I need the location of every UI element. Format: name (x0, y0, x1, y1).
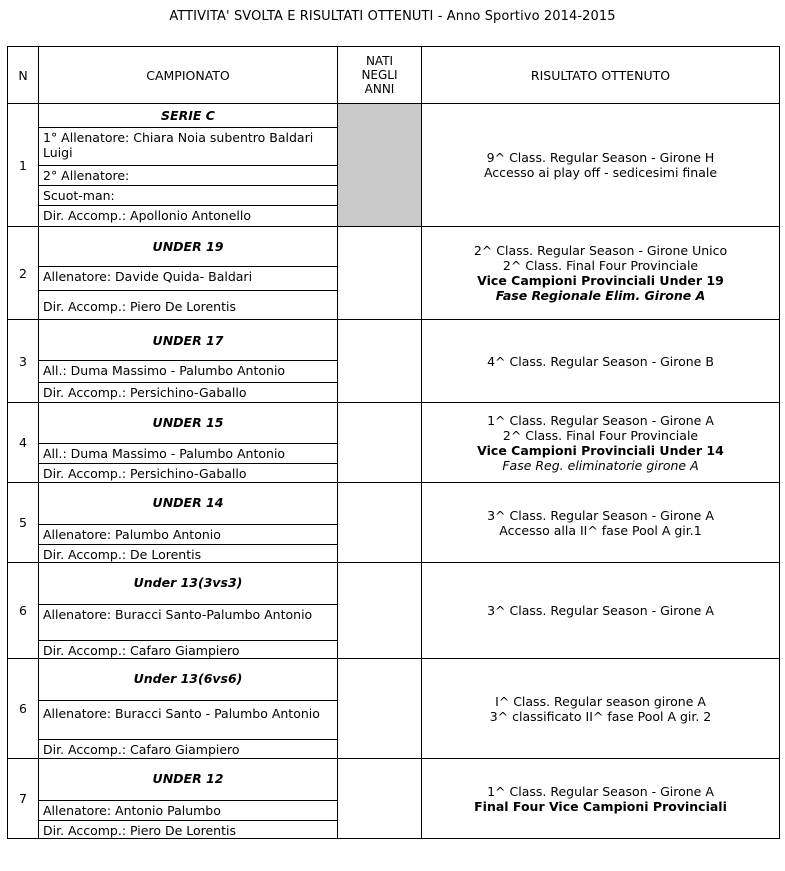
table-row (8, 483, 780, 563)
result-line: 3^ Class. Regular Season - Girone A (487, 507, 714, 523)
header-row (8, 47, 780, 104)
staff-line: Allenatore: Davide Quida- Baldari (39, 266, 337, 290)
staff-line: Dir. Accomp.: Apollonio Antonello (39, 205, 337, 226)
result-cell (422, 104, 780, 227)
row-number: 7 (8, 759, 39, 839)
results-table (7, 46, 780, 839)
row-number: 5 (8, 483, 39, 563)
campionato-cell (39, 104, 338, 227)
header-nati-line: ANNI (364, 82, 395, 96)
table-row (8, 227, 780, 320)
result-line: 9^ Class. Regular Season - Girone H (486, 150, 715, 165)
staff-line: Allenatore: Buracci Santo-Palumbo Antonio (39, 604, 337, 640)
staff-line: Allenatore: Antonio Palumbo (39, 800, 337, 820)
nati-cell (338, 403, 422, 483)
staff-line: Dir. Accomp.: De Lorentis (39, 544, 337, 562)
campionato-cell (39, 563, 338, 659)
result-cell (422, 403, 780, 483)
campionato-name: UNDER 14 (152, 494, 224, 510)
result-line: Fase Regionale Elim. Girone A (495, 288, 706, 303)
nati-cell (338, 320, 422, 403)
header-n: N (8, 47, 39, 104)
result-cell (422, 659, 780, 759)
campionato-cell (39, 759, 338, 839)
row-number: 2 (8, 227, 39, 320)
campionato-cell (39, 320, 338, 403)
staff-line: Dir. Accomp.: Cafaro Giampiero (39, 739, 337, 758)
campionato-name: Under 13(6vs6) (133, 670, 243, 686)
nati-cell (338, 659, 422, 759)
result-cell (422, 563, 780, 659)
staff-line: Dir. Accomp.: Persichino-Gaballo (39, 382, 337, 402)
result-cell (422, 227, 780, 320)
header-campionato: CAMPIONATO (39, 47, 338, 104)
campionato-name: SERIE C (161, 107, 215, 123)
result-line: Final Four Vice Campioni Provinciali (474, 798, 727, 814)
result-cell (422, 759, 780, 839)
row-number: 3 (8, 320, 39, 403)
staff-line: Allenatore: Buracci Santo - Palumbo Antonio (39, 700, 337, 739)
result-line: 1^ Class. Regular Season - Girone A (487, 783, 714, 799)
staff-line: 1° Allenatore: Chiara Noia subentro Baldari Luigi (39, 127, 337, 165)
result-line-vice: Vice Campioni Provinciali Under 19 (477, 273, 724, 288)
staff-line: Dir. Accomp.: Piero De Lorentis (39, 290, 337, 319)
result-line: 4^ Class. Regular Season - Girone B (487, 353, 714, 369)
nati-cell (338, 227, 422, 320)
nati-cell (338, 104, 422, 227)
result-line: 3^ Class. Regular Season - Girone A (487, 603, 714, 618)
header-nati-line: NEGLI (361, 68, 398, 82)
table-row (8, 563, 780, 659)
campionato-cell (39, 403, 338, 483)
result-line: 3^ classificato II^ fase Pool A gir. 2 (489, 708, 712, 724)
campionato-name: UNDER 15 (152, 414, 224, 430)
page-title: ATTIVITA' SVOLTA E RISULTATI OTTENUTI - Anno Sportivo 2014-2015 (169, 9, 616, 24)
staff-line: Scuot-man: (39, 185, 337, 205)
result-line: Accesso alla II^ fase Pool A gir.1 (499, 522, 702, 538)
nati-cell (338, 563, 422, 659)
table-row (8, 403, 780, 483)
result-line: Vice Campioni Provinciali Under 14 (477, 442, 724, 458)
result-line: 2^ Class. Regular Season - Girone Unico (473, 243, 728, 258)
result-cell (422, 320, 780, 403)
table-row (8, 759, 780, 839)
result-line: 2^ Class. Final Four Provinciale (502, 427, 699, 443)
staff-line: Dir. Accomp.: Persichino-Gaballo (39, 463, 337, 482)
header-nati-line: NATI (365, 54, 394, 68)
nati-cell (338, 483, 422, 563)
staff-line: 2° Allenatore: (39, 165, 337, 185)
campionato-name: UNDER 12 (152, 770, 224, 786)
result-line (428, 273, 773, 288)
staff-line: Allenatore: Palumbo Antonio (39, 524, 337, 544)
row-number: 1 (8, 104, 39, 227)
result-line: 2^ Class. Final Four Provinciale (502, 258, 699, 273)
staff-line: Dir. Accomp.: Cafaro Giampiero (39, 640, 337, 658)
campionato-name: Under 13(3vs3) (133, 574, 243, 590)
row-number: 6 (8, 659, 39, 759)
header-risultato: RISULTATO OTTENUTO (422, 47, 780, 104)
table-row (8, 659, 780, 759)
row-number: 4 (8, 403, 39, 483)
staff-line: Dir. Accomp.: Piero De Lorentis (39, 820, 337, 838)
staff-line: All.: Duma Massimo - Palumbo Antonio (39, 443, 337, 463)
result-line: Accesso ai play off - sedicesimi finale (483, 165, 718, 180)
header-nati (338, 47, 422, 104)
campionato-cell (39, 483, 338, 563)
campionato-cell (39, 659, 338, 759)
result-line: I^ Class. Regular season girone A (495, 693, 706, 709)
table-row (8, 320, 780, 403)
staff-line: All.: Duma Massimo - Palumbo Antonio (39, 360, 337, 382)
result-line: 1^ Class. Regular Season - Girone A (487, 412, 714, 428)
campionato-cell (39, 227, 338, 320)
campionato-name: UNDER 17 (152, 332, 224, 348)
nati-cell (338, 759, 422, 839)
result-line: Fase Reg. eliminatorie girone A (502, 457, 699, 473)
table-row (8, 104, 780, 227)
row-number: 6 (8, 563, 39, 659)
result-cell (422, 483, 780, 563)
campionato-name: UNDER 19 (152, 238, 224, 254)
